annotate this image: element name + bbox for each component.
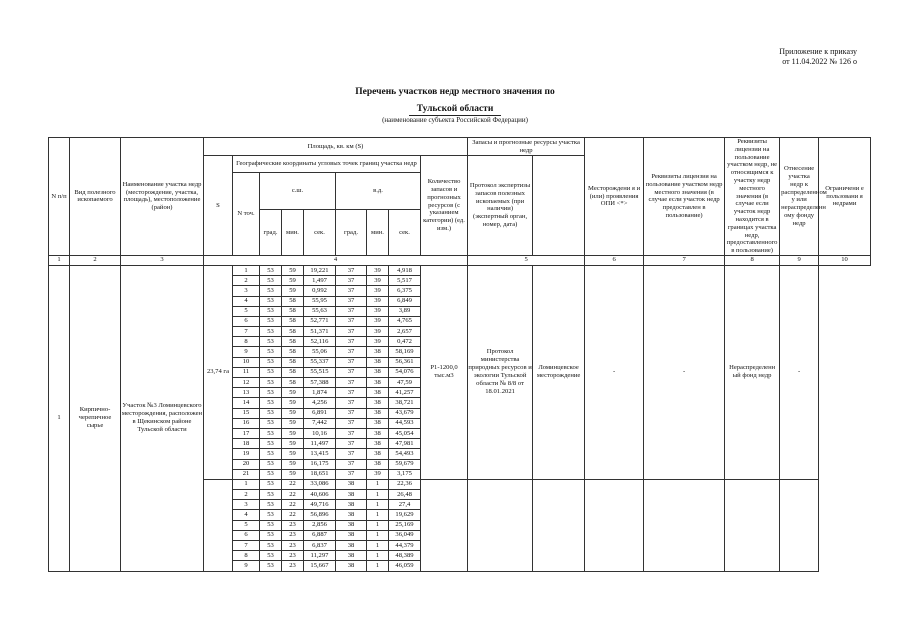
coord-lon-sec: 54,493 [389,449,421,459]
coord-lon-sec: 3,89 [389,306,421,316]
coord-lon-deg: 38 [336,510,367,520]
coord-lat-deg: 53 [260,388,282,398]
coord-lon-deg: 37 [336,327,367,337]
header-east-lon: в.д. [336,173,421,209]
coord-lat-min: 22 [282,510,304,520]
header-lon-deg: град. [336,209,367,255]
header-fund: Отнесение участка недр к распределенном у или нераспределенн ому фонду недр [780,138,819,256]
coord-point-number: 4 [233,296,260,306]
header-lat-min: мин. [282,209,304,255]
fund-status-empty [725,479,780,571]
coord-lon-sec: 0,472 [389,337,421,347]
plot-name: Участок №3 Ломинцевского месторождения, расположен в Щекинском районе Тульской области [121,265,204,571]
coord-point-number: 8 [233,337,260,347]
coord-point-number: 9 [233,347,260,357]
license-value: - [585,265,644,479]
coord-lon-deg: 37 [336,276,367,286]
coord-lon-min: 38 [367,449,389,459]
header-lat-sec: сек. [304,209,336,255]
coord-lat-sec: 7,442 [304,418,336,428]
col-number: 7 [644,255,725,265]
coord-lat-sec: 6,891 [304,408,336,418]
coord-lon-min: 39 [367,337,389,347]
header-quantity: Количество запасов и прогнозных ресурсов (с указанием категории) (ед. изм.) [421,156,468,256]
header-name: Наименование участка недр (месторождение, участка, площадь), местоположение (район) [121,138,204,256]
coord-lat-min: 22 [282,479,304,489]
coord-lat-deg: 53 [260,276,282,286]
coord-lat-deg: 53 [260,479,282,489]
coord-lat-min: 58 [282,378,304,388]
coord-lon-sec: 58,169 [389,347,421,357]
coord-lat-deg: 53 [260,357,282,367]
appendix-note [779,47,857,67]
coord-lat-sec: 55,95 [304,296,336,306]
coord-point-number: 20 [233,459,260,469]
coord-lon-min: 38 [367,398,389,408]
coord-lon-min: 38 [367,428,389,438]
coord-lat-sec: 18,651 [304,469,336,479]
col-number: 1 [49,255,70,265]
coord-point-number: 7 [233,541,260,551]
deposit-name: Ломинцевское месторождение [533,265,585,479]
coord-lon-deg: 37 [336,378,367,388]
coord-lon-sec: 48,389 [389,551,421,561]
coord-lat-deg: 53 [260,296,282,306]
coord-lat-sec: 13,415 [304,449,336,459]
coord-lon-min: 38 [367,408,389,418]
coord-point-number: 5 [233,306,260,316]
expertise-protocol: Протокол министерства природных ресурсов и экологии Тульской области № 8/8 от 18.01.2021 [468,265,533,479]
coord-lon-deg: 37 [336,316,367,326]
coord-lon-min: 38 [367,388,389,398]
coord-lat-deg: 53 [260,265,282,275]
coord-lon-deg: 37 [336,459,367,469]
coord-lon-min: 1 [367,541,389,551]
coord-point-number: 3 [233,500,260,510]
area-value: 23,74 га [204,265,233,479]
coord-lat-deg: 53 [260,520,282,530]
coord-lat-min: 59 [282,418,304,428]
coord-lon-deg: 37 [336,265,367,275]
appendix-line-2: от 11.04.2022 № 126 о [782,57,857,66]
col-number: 6 [585,255,644,265]
coord-lat-deg: 53 [260,286,282,296]
coord-lat-deg: 53 [260,367,282,377]
coord-point-number: 6 [233,316,260,326]
coord-lat-min: 59 [282,276,304,286]
coord-lon-deg: 37 [336,439,367,449]
reserves-quantity: P1-1200,0 тыс.м3 [421,265,468,479]
license-value-empty [585,479,644,571]
coord-lon-deg: 37 [336,296,367,306]
coord-lon-min: 38 [367,418,389,428]
coord-lon-sec: 38,721 [389,398,421,408]
coord-lat-deg: 53 [260,439,282,449]
coord-lat-sec: 1,497 [304,276,336,286]
expertise-protocol-empty [468,479,533,571]
header-geo: Географические координаты угловых точек границ участка недр [233,156,421,173]
coord-lat-min: 58 [282,367,304,377]
coord-lon-deg: 38 [336,530,367,540]
coord-lat-min: 58 [282,306,304,316]
coord-lat-deg: 53 [260,561,282,571]
col-number: 8 [725,255,780,265]
coord-lon-deg: 37 [336,337,367,347]
coord-point-number: 1 [233,479,260,489]
coord-lon-sec: 3,175 [389,469,421,479]
license-other-value-empty [644,479,725,571]
coord-point-number: 19 [233,449,260,459]
coord-lon-deg: 37 [336,449,367,459]
coord-lat-sec: 1,874 [304,388,336,398]
coord-lat-sec: 49,716 [304,500,336,510]
coord-lat-sec: 55,06 [304,347,336,357]
coord-lon-deg: 37 [336,286,367,296]
coord-lat-min: 22 [282,490,304,500]
coord-lat-sec: 2,856 [304,520,336,530]
coord-lat-min: 23 [282,530,304,540]
coord-lat-sec: 40,606 [304,490,336,500]
coord-point-number: 5 [233,520,260,530]
coord-lat-min: 59 [282,408,304,418]
coord-lon-min: 1 [367,500,389,510]
coord-lon-min: 39 [367,306,389,316]
coord-lon-sec: 54,076 [389,367,421,377]
coord-lat-min: 58 [282,357,304,367]
coord-lon-sec: 47,59 [389,378,421,388]
coord-lon-min: 1 [367,530,389,540]
coord-lon-sec: 2,657 [389,327,421,337]
coord-lat-deg: 53 [260,347,282,357]
coord-lat-min: 58 [282,327,304,337]
coord-lon-deg: 37 [336,408,367,418]
coord-lat-deg: 53 [260,500,282,510]
coord-lat-deg: 53 [260,306,282,316]
header-reserves-group: Запасы и прогнозные ресурсы участка недр [468,138,585,156]
coord-lon-sec: 43,679 [389,408,421,418]
coord-lon-min: 38 [367,357,389,367]
coord-lat-min: 59 [282,449,304,459]
coord-lon-sec: 5,517 [389,276,421,286]
coord-lon-sec: 47,981 [389,439,421,449]
coord-point-number: 17 [233,428,260,438]
col-number: 10 [819,255,871,265]
coord-lon-sec: 56,361 [389,357,421,367]
coord-lat-sec: 19,221 [304,265,336,275]
coord-lon-sec: 59,679 [389,459,421,469]
coord-lat-sec: 51,371 [304,327,336,337]
coord-lat-min: 59 [282,469,304,479]
coord-lat-sec: 52,771 [304,316,336,326]
coord-point-number: 2 [233,276,260,286]
coord-lon-deg: 37 [336,428,367,438]
coord-lon-min: 1 [367,561,389,571]
area-value-empty [204,479,233,571]
coord-lon-sec: 27,4 [389,500,421,510]
coord-lat-sec: 57,388 [304,378,336,388]
coord-lon-min: 1 [367,551,389,561]
coord-lon-min: 1 [367,520,389,530]
coord-lon-sec: 4,918 [389,265,421,275]
header-license: Реквизиты лицензия на пользование участком недр местного значения (в случае если участок недр предоставлен в пользование) [644,138,725,256]
coord-lon-min: 1 [367,490,389,500]
coord-lon-sec: 45,054 [389,428,421,438]
col-number: 9 [780,255,819,265]
limits-value-empty [780,479,819,571]
header-area-group: Площадь, кв. км (S) [204,138,468,156]
coord-point-number: 8 [233,551,260,561]
coord-lon-min: 39 [367,286,389,296]
coord-lon-sec: 22,36 [389,479,421,489]
coord-lon-sec: 44,593 [389,418,421,428]
coord-lon-deg: 38 [336,479,367,489]
coord-point-number: 4 [233,510,260,520]
coord-lat-min: 59 [282,286,304,296]
limits-value: - [780,265,819,479]
coord-lat-sec: 55,337 [304,357,336,367]
coord-lon-sec: 44,379 [389,541,421,551]
coord-lat-deg: 53 [260,316,282,326]
coord-lat-sec: 11,497 [304,439,336,449]
coord-lon-deg: 37 [336,357,367,367]
coord-lat-min: 58 [282,316,304,326]
coord-lat-sec: 16,175 [304,459,336,469]
coord-lon-sec: 46,059 [389,561,421,571]
coord-lat-min: 59 [282,265,304,275]
coord-lat-min: 59 [282,439,304,449]
header-limits: Ограничени е пользовани я недрами [819,138,871,256]
coord-lon-min: 39 [367,469,389,479]
coord-lon-deg: 37 [336,418,367,428]
col-number: 3 [121,255,204,265]
fund-status: Нераспределенн ый фонд недр [725,265,780,479]
coord-lat-sec: 56,896 [304,510,336,520]
coord-point-number: 2 [233,490,260,500]
coord-lat-deg: 53 [260,541,282,551]
header-kind: Вид полезного ископаемого [70,138,121,256]
coord-lon-deg: 37 [336,367,367,377]
coord-lat-sec: 33,086 [304,479,336,489]
coord-lon-sec: 6,375 [389,286,421,296]
header-lat-deg: град. [260,209,282,255]
coord-lat-min: 59 [282,398,304,408]
coord-point-number: 12 [233,378,260,388]
coord-lat-sec: 52,116 [304,337,336,347]
col-number: 4 [204,255,468,265]
coord-lon-min: 1 [367,510,389,520]
coord-lat-sec: 0,992 [304,286,336,296]
title-block [330,87,580,125]
coord-lon-min: 39 [367,316,389,326]
coord-lat-deg: 53 [260,449,282,459]
coord-point-number: 6 [233,530,260,540]
coord-lon-min: 38 [367,367,389,377]
coord-lat-deg: 53 [260,428,282,438]
coord-lat-min: 59 [282,428,304,438]
coord-lon-min: 39 [367,265,389,275]
coord-lat-deg: 53 [260,530,282,540]
coord-lon-deg: 38 [336,561,367,571]
coord-lat-deg: 53 [260,408,282,418]
coord-lat-min: 23 [282,541,304,551]
coord-lat-deg: 53 [260,510,282,520]
coord-lon-deg: 37 [336,469,367,479]
document-title: Перечень участков недр местного значения по [355,87,555,97]
coord-lat-min: 58 [282,296,304,306]
coord-lat-deg: 53 [260,551,282,561]
coord-lon-sec: 26,48 [389,490,421,500]
coord-point-number: 14 [233,398,260,408]
coord-lon-sec: 36,049 [389,530,421,540]
coord-lon-sec: 41,257 [389,388,421,398]
coord-lat-sec: 11,297 [304,551,336,561]
coord-point-number: 9 [233,561,260,571]
deposit-name-empty [533,479,585,571]
coord-lon-deg: 38 [336,520,367,530]
coord-lon-min: 38 [367,378,389,388]
coord-lon-deg: 38 [336,541,367,551]
header-protocol: Протокол экспертизы запасов полезных ископаемых (при наличии) (экспертный орган, номер, дата) [468,156,533,256]
coord-point-number: 7 [233,327,260,337]
coord-lat-sec: 55,515 [304,367,336,377]
region-name: Тульской области [409,104,502,116]
coord-lat-min: 59 [282,388,304,398]
coord-point-number: 3 [233,286,260,296]
coord-lat-min: 23 [282,551,304,561]
coord-lon-deg: 38 [336,551,367,561]
coord-point-number: 13 [233,388,260,398]
coord-lat-min: 22 [282,500,304,510]
coord-lon-deg: 37 [336,388,367,398]
coord-lon-sec: 25,169 [389,520,421,530]
coord-lon-min: 39 [367,276,389,286]
header-license-other: Реквизиты лицензии на пользование участком недр, не относящимся к участку недр местного значения (в случае если участок недр находится в границах участка недр, предоставленного в пользование) [725,138,780,256]
coord-lon-deg: 37 [336,347,367,357]
mineral-kind: Кирпично-черепичное сырье [70,265,121,571]
coord-lon-deg: 38 [336,500,367,510]
header-s: S [204,156,233,256]
coord-lon-min: 38 [367,347,389,357]
appendix-line-1: Приложение к приказу [779,47,857,56]
header-npoint: N точ. [233,173,260,255]
coord-lat-min: 58 [282,337,304,347]
coord-lat-sec: 4,256 [304,398,336,408]
coord-point-number: 16 [233,418,260,428]
coord-lon-min: 39 [367,296,389,306]
header-lon-sec: сек. [389,209,421,255]
license-other-value: - [644,265,725,479]
col-number: 5 [468,255,585,265]
coord-lat-deg: 53 [260,378,282,388]
coord-lon-min: 38 [367,439,389,449]
coord-lon-deg: 37 [336,306,367,316]
coord-lon-min: 38 [367,459,389,469]
coord-lat-sec: 15,667 [304,561,336,571]
coord-lon-deg: 38 [336,490,367,500]
coord-lat-min: 58 [282,347,304,357]
coord-lat-deg: 53 [260,469,282,479]
coord-lat-min: 23 [282,520,304,530]
region-caption: (наименование субъекта Российской Федерации) [382,116,528,124]
coord-lat-deg: 53 [260,327,282,337]
coord-lat-deg: 53 [260,337,282,347]
coord-lat-min: 59 [282,459,304,469]
coord-lat-sec: 6,837 [304,541,336,551]
coord-lat-deg: 53 [260,490,282,500]
coord-lat-deg: 53 [260,398,282,408]
header-num: N п/п [49,138,70,256]
coord-point-number: 10 [233,357,260,367]
coord-lon-deg: 37 [336,398,367,408]
coord-lon-sec: 4,765 [389,316,421,326]
coord-point-number: 11 [233,367,260,377]
coord-lat-sec: 6,887 [304,530,336,540]
table-row [49,265,871,275]
coord-lon-min: 1 [367,479,389,489]
col-number: 2 [70,255,121,265]
subsoil-table [48,137,871,572]
coord-point-number: 18 [233,439,260,449]
coord-point-number: 1 [233,265,260,275]
header-deposits: Месторождени я и (или) проявления ОПИ <*> [585,138,644,256]
coord-lat-deg: 53 [260,418,282,428]
reserves-quantity-empty [421,479,468,571]
coord-lat-sec: 10,16 [304,428,336,438]
coord-lat-min: 23 [282,561,304,571]
coord-lat-sec: 55,63 [304,306,336,316]
coord-lon-sec: 6,849 [389,296,421,306]
header-lon-min: мин. [367,209,389,255]
coord-lat-deg: 53 [260,459,282,469]
coord-lon-min: 39 [367,327,389,337]
coord-point-number: 21 [233,469,260,479]
coord-point-number: 15 [233,408,260,418]
coord-lon-sec: 19,629 [389,510,421,520]
header-north-lat: с.ш. [260,173,336,209]
row-number: 1 [49,265,70,571]
